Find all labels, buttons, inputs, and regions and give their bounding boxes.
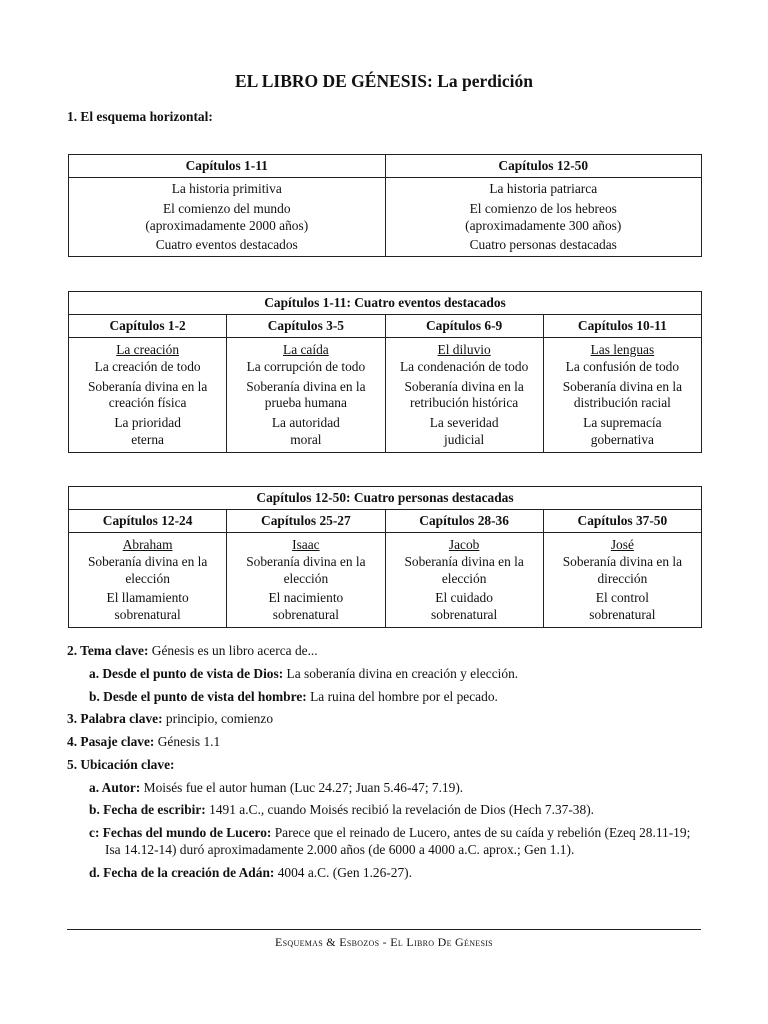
- cell-text: Soberanía divina en la: [87, 553, 208, 569]
- outline-label: 3. Palabra clave:: [67, 711, 163, 727]
- cell-text: Soberanía divina en la: [404, 553, 524, 569]
- cell-text: Soberanía divina en la: [562, 553, 683, 569]
- outline-label: a. Autor:: [89, 779, 141, 795]
- cell-text: retribución histórica: [410, 395, 519, 411]
- cell-text: La creación de todo: [94, 358, 201, 374]
- table-header-row: [69, 315, 702, 338]
- outline-subitem: [89, 825, 707, 859]
- cell-text: Cuatro eventos destacados: [155, 237, 298, 253]
- outline-label: 2. Tema clave:: [67, 643, 149, 658]
- event-name: La creación: [116, 342, 180, 357]
- outline-label: a. Desde el punto de vista de Dios:: [89, 665, 284, 681]
- cell-text: La condenación de todo: [399, 358, 529, 374]
- table-title-row: [69, 487, 702, 510]
- cell-text: sobrenatural: [431, 607, 498, 622]
- cell-text: judicial: [444, 431, 485, 447]
- person-name: Isaac: [292, 537, 320, 552]
- outline-text: La soberanía divina en creación y elección.: [283, 665, 519, 681]
- cell-text: Cuatro personas destacadas: [469, 237, 617, 253]
- cell-text: elección: [125, 570, 170, 586]
- outline-label: 4. Pasaje clave:: [67, 734, 155, 749]
- table-row: [69, 338, 702, 453]
- event-name: La caída: [283, 342, 329, 357]
- cell-text: (aproximadamente 300 años): [465, 217, 622, 233]
- cell-text: Soberanía divina en la: [562, 378, 683, 394]
- cell-text: dirección: [597, 570, 648, 586]
- cell-text: distribución racial: [573, 395, 671, 411]
- event-name: El diluvio: [437, 342, 491, 357]
- outline-text: Parece que el reinado de Lucero, antes de su caída y rebelión (Ezeq 28.11-19; Isa 14.12-14) duró aproximadamente 2.000 años (de 6000 a 4000 a.C. aprox.; Gen 1.1).: [105, 825, 691, 857]
- table-header-cell: Capítulos 1-11: [69, 155, 386, 178]
- table-title-row: [69, 292, 702, 315]
- table-header-cell: Capítulos 12-50: [385, 155, 702, 178]
- table-title: Capítulos 1-11: Cuatro eventos destacados: [69, 292, 702, 315]
- outline-text: Génesis es un libro acerca de...: [148, 643, 318, 658]
- cell-text: sobrenatural: [272, 607, 339, 622]
- person-name: José: [610, 537, 634, 552]
- cell-text: Soberanía divina en la: [246, 553, 366, 569]
- outline-label: b. Fecha de escribir:: [89, 802, 206, 818]
- table-header-cell: Capítulos 10-11: [543, 315, 701, 338]
- table-cell: [227, 533, 385, 628]
- cell-text: La supremacía: [583, 415, 662, 430]
- cell-text: La historia patriarca: [489, 181, 598, 196]
- table-cell: [227, 338, 385, 453]
- outline-text: 1491 a.C., cuando Moisés recibió la revelación de Dios (Hech 7.37-38).: [205, 802, 594, 818]
- table-cell: [385, 338, 543, 453]
- section-heading-esquema: 1. El esquema horizontal:: [67, 109, 213, 124]
- cell-text: El comienzo de los hebreos: [469, 200, 617, 216]
- table-header-cell: Capítulos 12-24: [69, 510, 227, 533]
- cell-text: El nacimiento: [268, 590, 344, 606]
- table-row: [69, 178, 702, 257]
- outline-text: Moisés fue el autor human (Luc 24.27; Juan 5.46-47; 7.19).: [140, 779, 464, 795]
- table-cell: [543, 338, 701, 453]
- table-cell: [385, 533, 543, 628]
- page-footer: Esquemas & Esbozos - El Libro De Génesis: [275, 935, 493, 949]
- page-title: EL LIBRO DE GÉNESIS: La perdición: [234, 71, 534, 91]
- table-row: [69, 533, 702, 628]
- outline-item-pasaje: [67, 734, 707, 751]
- cell-text: elección: [441, 570, 487, 586]
- cell-text: gobernativa: [590, 431, 654, 447]
- cell-text: sobrenatural: [589, 607, 656, 622]
- outline-item-tema: [67, 643, 707, 660]
- table-cell: [69, 178, 386, 257]
- outline-label: c: Fechas del mundo de Lucero:: [89, 825, 272, 840]
- table-header-row: [69, 155, 702, 178]
- cell-text: La prioridad: [114, 415, 181, 430]
- table-cell: [69, 533, 227, 628]
- outline-label: b. Desde el punto de vista del hombre:: [89, 688, 307, 704]
- key-points-outline: [67, 643, 707, 887]
- cell-text: prueba humana: [264, 395, 347, 411]
- outline-subitem: [89, 802, 707, 819]
- cell-text: La severidad: [429, 415, 499, 430]
- outline-text: 4004 a.C. (Gen 1.26-27).: [274, 864, 412, 880]
- table-title: Capítulos 12-50: Cuatro personas destacadas: [69, 487, 702, 510]
- footer-divider: [67, 929, 701, 930]
- cell-text: moral: [290, 431, 322, 447]
- cell-text: El control: [595, 590, 649, 606]
- cell-text: El comienzo del mundo: [162, 200, 291, 216]
- outline-item-ubicacion: [67, 757, 707, 774]
- person-name: Abraham: [122, 537, 173, 552]
- cell-text: La historia primitiva: [171, 181, 282, 196]
- table-header-cell: Capítulos 6-9: [385, 315, 543, 338]
- cell-text: La autoridad: [271, 415, 340, 430]
- cell-text: Soberanía divina en la: [246, 378, 366, 394]
- outline-label: 5. Ubicación clave:: [67, 756, 175, 772]
- person-name: Jacob: [448, 537, 480, 552]
- outline-text: Génesis 1.1: [154, 734, 221, 749]
- outline-label: d. Fecha de la creación de Adán:: [89, 864, 275, 880]
- table-cell: [385, 178, 702, 257]
- event-name: Las lenguas: [590, 342, 655, 357]
- cell-text: El cuidado: [435, 590, 493, 606]
- cell-text: eterna: [131, 431, 164, 447]
- cell-text: Soberanía divina en la: [404, 378, 524, 394]
- outline-text: principio, comienzo: [162, 711, 274, 727]
- outline-subitem: [89, 865, 707, 882]
- table-header-cell: Capítulos 1-2: [69, 315, 227, 338]
- outline-subitem: [89, 666, 707, 683]
- outline-subitem: [89, 780, 707, 797]
- table-header-cell: Capítulos 25-27: [227, 510, 385, 533]
- outline-text: La ruina del hombre por el pecado.: [306, 688, 498, 704]
- table-cell: [69, 338, 227, 453]
- cell-text: La corrupción de todo: [246, 358, 366, 374]
- table-header-cell: Capítulos 37-50: [543, 510, 701, 533]
- table-header-cell: Capítulos 28-36: [385, 510, 543, 533]
- cell-text: creación física: [108, 395, 187, 411]
- cell-text: sobrenatural: [114, 607, 181, 622]
- table-header-cell: Capítulos 3-5: [227, 315, 385, 338]
- outline-subitem: [89, 689, 707, 706]
- table-header-row: [69, 510, 702, 533]
- cell-text: El llamamiento: [106, 590, 189, 606]
- cell-text: La confusión de todo: [565, 358, 680, 374]
- four-persons-table: [68, 486, 702, 628]
- cell-text: (aproximadamente 2000 años): [145, 217, 309, 233]
- outline-item-palabra: [67, 711, 707, 728]
- four-events-table: [68, 291, 702, 453]
- table-cell: [543, 533, 701, 628]
- horizontal-outline-table: [68, 154, 702, 257]
- cell-text: Soberanía divina en la: [87, 378, 208, 394]
- cell-text: elección: [283, 570, 329, 586]
